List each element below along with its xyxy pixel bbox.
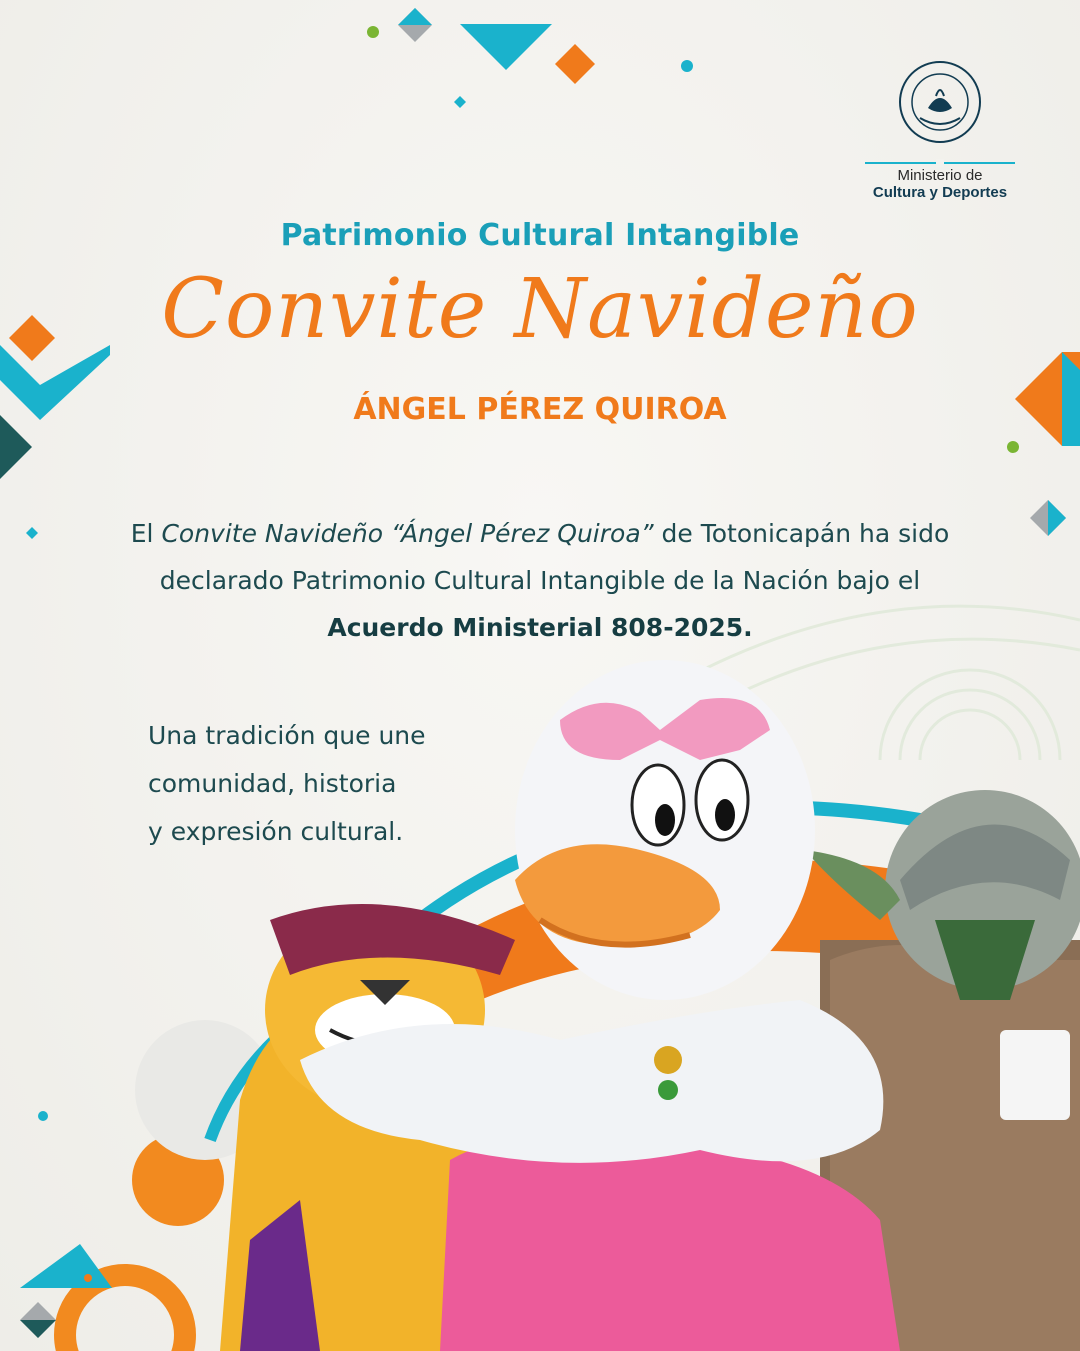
- ministry-label: Ministerio de: [897, 167, 983, 184]
- logo-divider: [865, 162, 1015, 164]
- heading-title: Convite Navideño: [161, 262, 919, 357]
- government-seal-icon: [898, 60, 982, 144]
- tagline: [148, 712, 508, 856]
- heading-name: ÁNGEL PÉREZ QUIROA: [353, 392, 727, 427]
- ministry-name: Cultura y Deportes: [872, 184, 1008, 201]
- tagline-line-3: y expresión cultural.: [148, 817, 404, 846]
- body-part-bold: Acuerdo Ministerial 808-2025.: [327, 613, 753, 642]
- body-part-italic: Convite Navideño “Ángel Pérez Quiroa”: [161, 519, 654, 548]
- body-part-3: de Totonicapán ha sido declarado Patrimonio Cultural Intangible de la Nación bajo el: [159, 519, 950, 595]
- body-part-1: El: [130, 519, 162, 548]
- tagline-line-1: Una tradición que une: [148, 721, 426, 750]
- tagline-line-2: comunidad, historia: [148, 769, 397, 798]
- heading-subtitle: Patrimonio Cultural Intangible: [280, 218, 800, 253]
- ministry-logo: [855, 60, 1025, 202]
- body-paragraph: [120, 510, 960, 651]
